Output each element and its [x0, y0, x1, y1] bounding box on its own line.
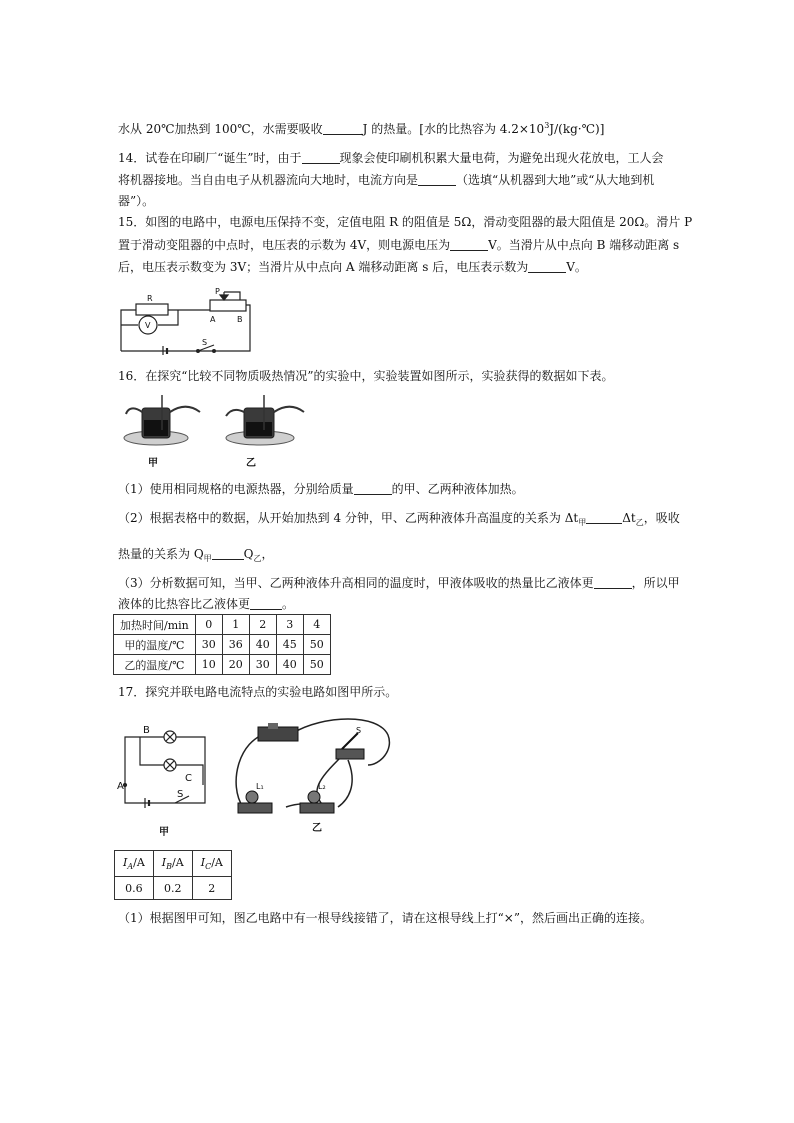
q17-intro: 17．探究并联电路电流特点的实验电路如图甲所示。 — [118, 685, 398, 699]
q16-part-3: （3）分析数据可知，当甲、乙两种液体升高相同的温度时，甲液体吸收的热量比乙液体更 ，所以甲 — [118, 576, 680, 590]
label-R: R — [147, 294, 153, 303]
q17-circuit-yi — [228, 715, 393, 835]
q15-line-1: 15．如图的电路中，电源电压保持不变，定值电阻 R 的阻值是 5Ω，滑动变阻器的最大阻值是 20Ω。滑片 P — [118, 215, 693, 229]
table-row: 乙的温度/℃ 10 20 30 40 50 — [114, 655, 331, 675]
label-C: C — [185, 773, 192, 784]
answer-blank[interactable] — [586, 511, 622, 524]
label-V: V — [145, 321, 151, 330]
label-S: S — [356, 726, 362, 735]
label-B: B — [237, 315, 243, 324]
answer-blank[interactable] — [418, 173, 456, 186]
q16-heating-apparatus — [120, 390, 310, 470]
answer-blank[interactable] — [323, 122, 363, 135]
answer-blank[interactable] — [354, 482, 392, 495]
battery-box — [258, 727, 298, 741]
label-S: S — [177, 789, 184, 800]
q17-circuit-jia — [115, 723, 215, 843]
label-yi: 乙 — [246, 458, 256, 469]
table-row: 甲的温度/℃ 30 36 40 45 50 — [114, 635, 331, 655]
answer-blank[interactable] — [594, 576, 632, 589]
answer-blank[interactable] — [528, 260, 566, 273]
table-row: 0.6 0.2 2 — [115, 877, 232, 900]
table-row: 加热时间/min 0 1 2 3 4 — [114, 615, 331, 635]
q17-current-table — [114, 850, 232, 900]
bulb-L2 — [300, 791, 334, 813]
q16-part-3-cont: 液体的比热容比乙液体更 。 — [118, 597, 295, 611]
label-P: P — [215, 287, 220, 296]
answer-blank[interactable] — [250, 597, 282, 610]
label-A: A — [117, 781, 124, 792]
rheostat — [210, 300, 246, 311]
label-S: S — [202, 338, 208, 347]
bulb-L1 — [238, 791, 272, 813]
q16-part-2-cont: 热量的关系为 $Q_甲$ $Q_乙$， — [118, 547, 274, 563]
switch — [336, 733, 364, 759]
answer-blank[interactable] — [450, 238, 488, 251]
beaker-yi — [226, 395, 304, 445]
q16-data-table — [113, 614, 331, 675]
label-L2: L₂ — [318, 782, 326, 791]
label-yi: 乙 — [312, 823, 322, 834]
table-row: $I_A/A$ $I_B/A$ $I_C/A$ — [115, 851, 232, 877]
label-L1: L₁ — [256, 782, 264, 791]
label-jia: 甲 — [159, 827, 169, 838]
beaker-jia — [124, 395, 200, 445]
q16-part-2: （2）根据表格中的数据，从开始加热到 4 分钟，甲、乙两种液体升高温度的关系为 $\Delta t_甲$ $\Delta t_乙$，吸收 — [118, 511, 680, 527]
q15-circuit-diagram — [118, 285, 258, 355]
q14-line-1: 14．试卷在印刷厂“诞生”时，由于 现象会使印刷机积累大量电荷，为避免出现火花放电，工人会 — [118, 151, 664, 165]
q15-line-3: 后，电压表示数变为 3V；当滑片从中点向 A 端移动距离 s 后，电压表示数为 V。 — [118, 260, 587, 274]
q17-part-1: （1）根据图甲可知，图乙电路中有一根导线接错了，请在这根导线上打“×”，然后画出正确的连接。 — [118, 911, 652, 925]
answer-blank[interactable] — [302, 151, 340, 164]
q13-line: 水从 20℃加热到 100℃，水需要吸收 J 的热量。[水的比热容为 $4.2\times 10^3J/(kg\cdot℃)$] — [118, 121, 605, 136]
label-B: B — [143, 725, 150, 736]
q15-line-2: 置于滑动变阻器的中点时，电压表的示数为 4V，则电源电压为 V。当滑片从中点向 B 端移动距离 s — [118, 238, 680, 252]
q16-part-1: （1）使用相同规格的电源热器，分别给质量 的甲、乙两种液体加热。 — [118, 482, 524, 496]
q14-line-2: 将机器接地。当自由电子从机器流向大地时，电流方向是 （选填“从机器到大地”或“从大地到机 — [118, 173, 655, 187]
label-jia: 甲 — [148, 458, 158, 469]
label-A: A — [210, 315, 216, 324]
q14-line-3: 器”）。 — [118, 194, 155, 208]
answer-blank[interactable] — [212, 547, 244, 560]
q16-intro: 16．在探究“比较不同物质吸热情况”的实验中，实验装置如图所示，实验获得的数据如下表。 — [118, 369, 614, 383]
resistor-R — [136, 304, 168, 315]
